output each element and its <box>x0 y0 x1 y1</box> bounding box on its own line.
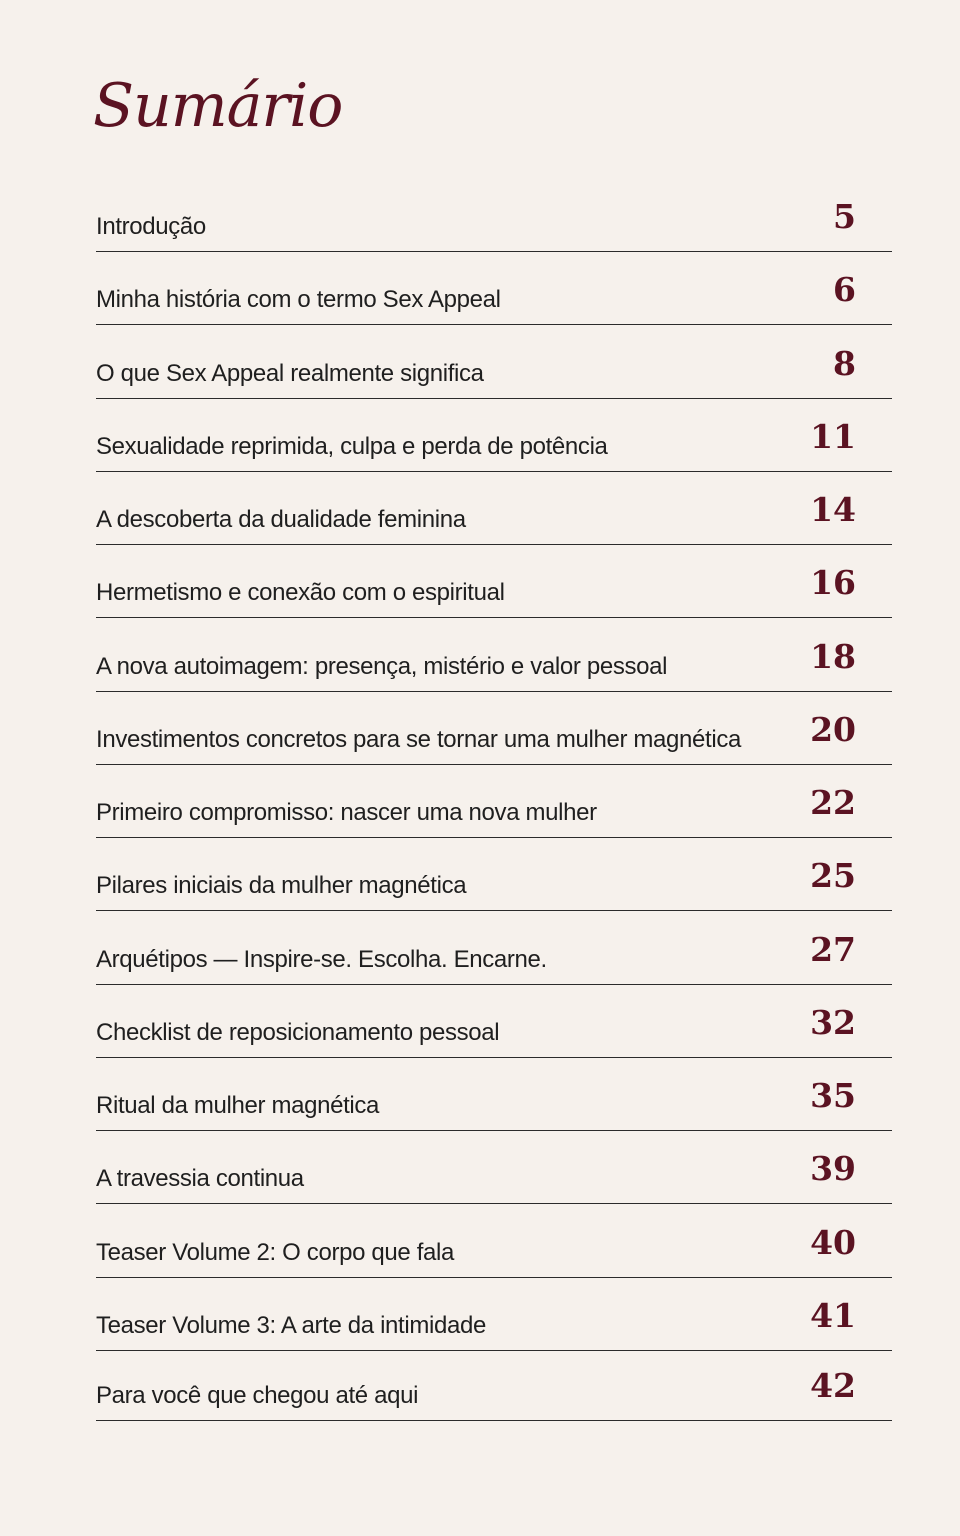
toc-entry[interactable] <box>96 472 892 545</box>
toc-entry-title: Ritual da mulher magnética <box>96 1092 380 1119</box>
toc-entry[interactable] <box>96 1278 892 1351</box>
toc-entry-title: A nova autoimagem: presença, mistério e valor pessoal <box>96 652 668 680</box>
toc-entry[interactable] <box>96 1058 892 1131</box>
toc-entry[interactable] <box>96 619 892 692</box>
toc-entry-title: Arquétipos — Inspire-se. Escolha. Encarne. <box>96 945 547 973</box>
toc-entry-title: A travessia continua <box>96 1165 304 1193</box>
toc-entry-page-number: 14 <box>810 490 856 529</box>
toc-entry-page-number: 25 <box>810 856 856 896</box>
toc-entry-page-number: 22 <box>810 783 856 822</box>
toc-entry-title: Para você que chegou até aqui <box>96 1382 419 1409</box>
toc-entry-page-number: 41 <box>810 1295 856 1335</box>
toc-entry[interactable] <box>96 1205 892 1278</box>
toc-entry-page-number: 35 <box>810 1076 856 1115</box>
toc-entry[interactable] <box>96 692 892 765</box>
toc-entry-page-number: 6 <box>833 270 856 310</box>
toc-entry-page-number: 18 <box>810 636 856 676</box>
page-title: Sumário <box>93 71 343 141</box>
toc-entry-title: Sexualidade reprimida, culpa e perda de potência <box>96 432 608 460</box>
toc-entry-page-number: 27 <box>810 929 856 969</box>
toc-entry-title: O que Sex Appeal realmente significa <box>96 359 484 387</box>
toc-entry[interactable] <box>96 765 892 838</box>
toc-entry-title: A descoberta da dualidade feminina <box>96 506 466 533</box>
toc-entry-title: Minha história com o termo Sex Appeal <box>96 286 501 314</box>
toc-entry-title: Checklist de reposicionamento pessoal <box>96 1018 500 1046</box>
toc-entry-title: Teaser Volume 3: A arte da intimidade <box>96 1311 486 1339</box>
toc-entry[interactable] <box>96 1351 892 1421</box>
toc-list <box>96 179 892 1421</box>
toc-entry-title: Introdução <box>96 213 206 240</box>
toc-entry[interactable] <box>96 838 892 911</box>
toc-entry-title: Pilares iniciais da mulher magnética <box>96 872 467 900</box>
toc-entry-page-number: 16 <box>810 563 856 603</box>
toc-entry-page-number: 40 <box>810 1222 856 1262</box>
toc-entry[interactable] <box>96 1131 892 1204</box>
toc-entry-title: Teaser Volume 2: O corpo que fala <box>96 1238 455 1266</box>
toc-entry[interactable] <box>96 399 892 472</box>
toc-entry-page-number: 32 <box>810 1002 856 1042</box>
toc-entry-page-number: 42 <box>810 1366 856 1405</box>
toc-entry-page-number: 11 <box>810 416 856 456</box>
toc-entry-title: Investimentos concretos para se tornar uma mulher magnética <box>96 725 741 753</box>
toc-entry[interactable] <box>96 179 892 252</box>
toc-entry-page-number: 8 <box>833 343 856 383</box>
toc-entry[interactable] <box>96 252 892 325</box>
toc-entry[interactable] <box>96 912 892 985</box>
toc-entry[interactable] <box>96 545 892 618</box>
toc-entry[interactable] <box>96 326 892 399</box>
toc-entry-title: Hermetismo e conexão com o espiritual <box>96 579 505 607</box>
toc-entry-page-number: 20 <box>810 709 856 749</box>
toc-entry[interactable] <box>96 985 892 1058</box>
toc-entry-title: Primeiro compromisso: nascer uma nova mulher <box>96 799 597 826</box>
toc-entry-page-number: 5 <box>833 197 856 236</box>
toc-entry-page-number: 39 <box>810 1149 856 1189</box>
